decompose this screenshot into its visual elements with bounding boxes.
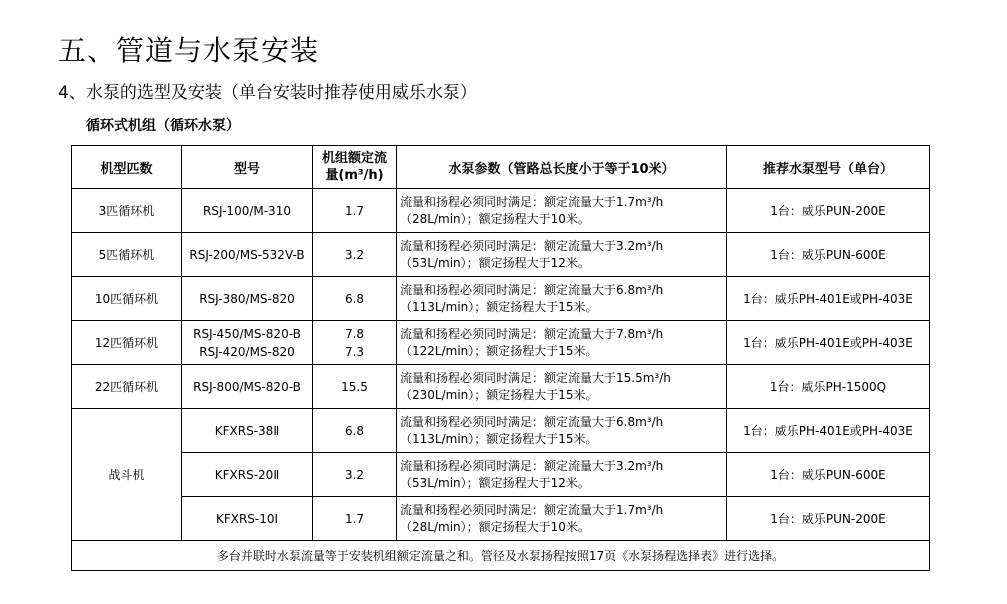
cell-model: RSJ-200/MS-532V-B <box>182 233 313 277</box>
cell-model <box>182 321 313 365</box>
cell-capacity: 12匹循环机 <box>72 321 182 365</box>
cell-params <box>397 497 727 541</box>
table-row <box>72 233 930 277</box>
table-row <box>72 189 930 233</box>
cell-flow: 3.2 <box>313 233 397 277</box>
cell-model: RSJ-100/M-310 <box>182 189 313 233</box>
param-line: （113L/min）；额定扬程大于15米。 <box>400 299 598 314</box>
param-line: （230L/min）；额定扬程大于15米。 <box>400 387 598 402</box>
param-line: （28L/min）；额定扬程大于10米。 <box>400 519 590 534</box>
cell-model: KFXRS-10Ⅰ <box>182 497 313 541</box>
cell-capacity: 22匹循环机 <box>72 365 182 409</box>
cell-flow: 15.5 <box>313 365 397 409</box>
param-line: 流量和扬程必须同时满足：额定流量大于6.8m³/h <box>400 282 664 297</box>
cell-pump: 1台：威乐PUN-600E <box>727 233 930 277</box>
cell-params <box>397 453 727 497</box>
table-header-row <box>72 146 930 189</box>
cell-pump: 1台：威乐PH-401E或PH-403E <box>727 409 930 453</box>
cell-capacity: 10匹循环机 <box>72 277 182 321</box>
table-row <box>72 453 930 497</box>
cell-pump: 1台：威乐PUN-600E <box>727 453 930 497</box>
section-subheading: 4、水泵的选型及安装（单台安装时推荐使用威乐水泵） <box>58 83 477 103</box>
cell-model: RSJ-380/MS-820 <box>182 277 313 321</box>
flow-line: 7.3 <box>344 344 365 359</box>
param-line: （53L/min）；额定扬程大于12米。 <box>400 475 590 490</box>
cell-pump: 1台：威乐PUN-200E <box>727 497 930 541</box>
table-row <box>72 321 930 365</box>
cell-params <box>397 277 727 321</box>
param-line: 流量和扬程必须同时满足：额定流量大于3.2m³/h <box>400 238 664 253</box>
cell-capacity: 3匹循环机 <box>72 189 182 233</box>
header-pump: 推荐水泵型号（单台） <box>727 146 930 189</box>
model-line: RSJ-420/MS-820 <box>199 344 295 359</box>
param-line: （113L/min）；额定扬程大于15米。 <box>400 431 598 446</box>
param-line: 流量和扬程必须同时满足：额定流量大于6.8m³/h <box>400 414 664 429</box>
cell-params <box>397 409 727 453</box>
footer-note: 多台并联时水泵流量等于安装机组额定流量之和。管径及水泵扬程按照17页《水泵扬程选择表》进行选择。 <box>72 541 930 571</box>
table-caption: 循环式机组（循环水泵） <box>86 118 240 134</box>
cell-pump: 1台：威乐PH-401E或PH-403E <box>727 321 930 365</box>
cell-pump: 1台：威乐PH-401E或PH-403E <box>727 277 930 321</box>
header-capacity: 机型匹数 <box>72 146 182 189</box>
cell-capacity-merged: 战斗机 <box>72 409 182 541</box>
cell-model: KFXRS-20Ⅱ <box>182 453 313 497</box>
pump-spec-table <box>71 145 930 571</box>
cell-params <box>397 233 727 277</box>
header-model: 型号 <box>182 146 313 189</box>
cell-params <box>397 365 727 409</box>
cell-params <box>397 321 727 365</box>
cell-flow: 6.8 <box>313 409 397 453</box>
header-flow <box>313 146 397 189</box>
header-flow-line2: 量(m³/h) <box>325 168 384 183</box>
cell-flow: 3.2 <box>313 453 397 497</box>
cell-model: KFXRS-38Ⅱ <box>182 409 313 453</box>
flow-line: 7.8 <box>344 326 365 341</box>
cell-flow: 1.7 <box>313 189 397 233</box>
cell-pump: 1台：威乐PH-1500Q <box>727 365 930 409</box>
param-line: （53L/min）；额定扬程大于12米。 <box>400 255 590 270</box>
cell-model: RSJ-800/MS-820-B <box>182 365 313 409</box>
cell-flow <box>313 321 397 365</box>
cell-flow: 1.7 <box>313 497 397 541</box>
table-footer-row <box>72 541 930 571</box>
param-line: （122L/min）；额定扬程大于15米。 <box>400 343 598 358</box>
cell-pump: 1台：威乐PUN-200E <box>727 189 930 233</box>
table-row <box>72 277 930 321</box>
page-title: 五、管道与水泵安装 <box>58 34 320 67</box>
param-line: 流量和扬程必须同时满足：额定流量大于7.8m³/h <box>400 326 664 341</box>
header-params: 水泵参数（管路总长度小于等于10米） <box>397 146 727 189</box>
cell-flow: 6.8 <box>313 277 397 321</box>
header-flow-line1: 机组额定流 <box>321 151 387 166</box>
table-row <box>72 497 930 541</box>
model-line: RSJ-450/MS-820-B <box>193 326 301 341</box>
param-line: （28L/min）；额定扬程大于10米。 <box>400 211 590 226</box>
table-row <box>72 409 930 453</box>
param-line: 流量和扬程必须同时满足：额定流量大于1.7m³/h <box>400 194 664 209</box>
cell-params <box>397 189 727 233</box>
param-line: 流量和扬程必须同时满足：额定流量大于15.5m³/h <box>400 370 671 385</box>
cell-capacity: 5匹循环机 <box>72 233 182 277</box>
param-line: 流量和扬程必须同时满足：额定流量大于1.7m³/h <box>400 502 664 517</box>
table-row <box>72 365 930 409</box>
param-line: 流量和扬程必须同时满足：额定流量大于3.2m³/h <box>400 458 664 473</box>
